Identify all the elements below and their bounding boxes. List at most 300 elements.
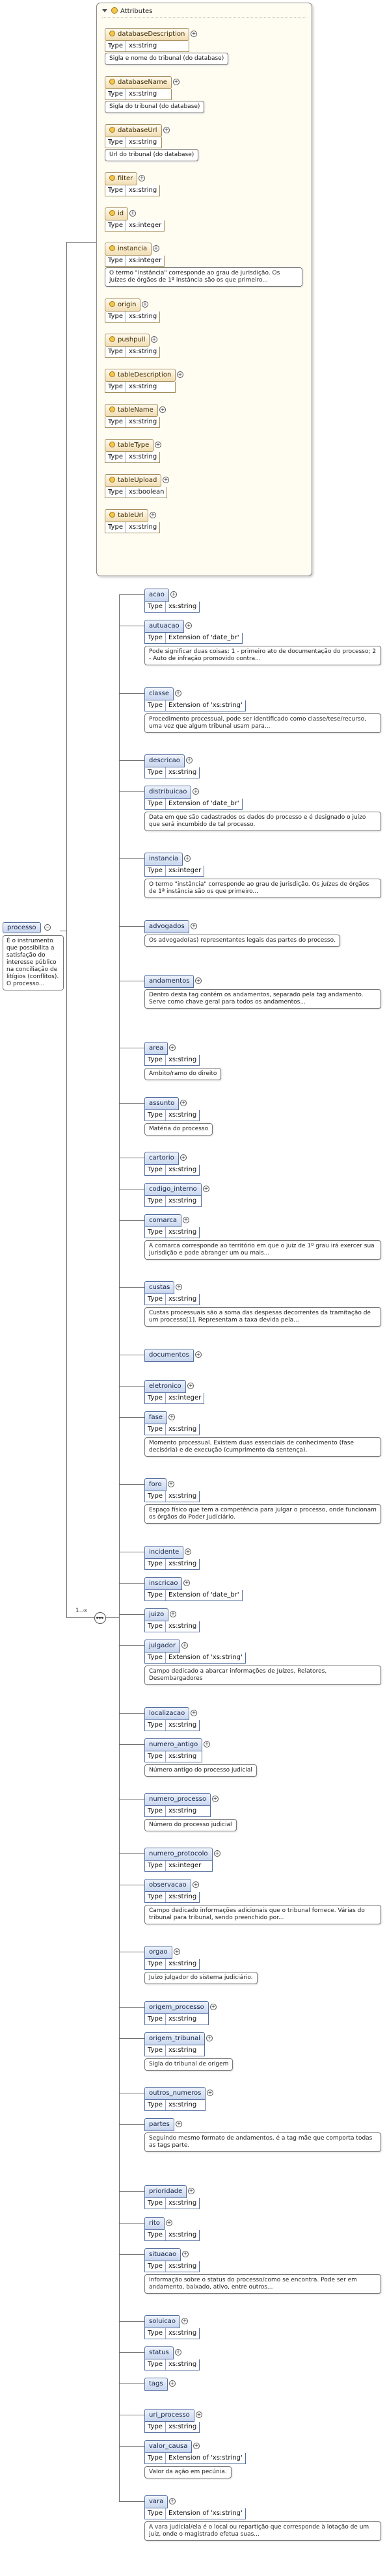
element-type: xs:string [168,1893,197,1901]
expand-icon[interactable]: + [188,1382,193,1388]
element-type: xs:string [168,2423,197,2431]
type-label: Type [145,1227,166,1238]
element-doc: Procedimento processual, pode ser identificado como classe/tese/recurso, uma vez que algum tribunal usam para... [144,713,381,733]
type-label: Type [145,700,166,711]
attribute-type-row [105,185,160,196]
element-doc: Dentro desta tag contém os andamentos, separado pela tag andamento. Serve como chave geral para todos os andamentos... [144,989,381,1009]
element-name[interactable]: numero_processo [144,1793,211,1806]
element-node[interactable] [144,1152,200,1176]
element-doc: Pode significar duas coisas: 1 - primeiro ato de documentação do processo; 2 - Auto de infração promovido contra... [144,646,381,665]
element-type-row [144,1892,200,1903]
attribute-name[interactable]: tableUrl [105,509,148,522]
attribute-type: xs:string [128,524,157,531]
expand-icon[interactable]: + [215,1850,220,1856]
element-node[interactable] [144,1707,200,1731]
element-node[interactable] [144,1411,200,1435]
attribute-name[interactable]: tableType [105,439,153,452]
element-connector [119,1614,144,1615]
element-node[interactable] [144,2001,216,2025]
element-name[interactable]: origem_tribunal [144,2032,205,2045]
element-node[interactable] [144,687,246,711]
element-node[interactable] [144,975,201,988]
expand-icon[interactable]: + [170,2497,175,2504]
element-name[interactable]: assunto [144,1097,179,1110]
attribute-name[interactable]: databaseName [105,76,172,89]
element-name[interactable]: valor_causa [144,2440,192,2453]
expand-icon[interactable]: + [181,1099,186,1106]
element-connector [119,2124,144,2125]
attribute-node[interactable] [105,369,183,393]
sequence-dot [96,1617,98,1619]
element-node[interactable] [144,2409,200,2433]
element-type-row [144,700,246,711]
element-name[interactable]: partes [144,2118,174,2131]
type-label: Type [145,2359,166,2370]
element-node[interactable] [144,589,200,613]
element-name[interactable]: area [144,1042,168,1055]
element-name[interactable]: observacao [144,1879,191,1892]
attribute-name[interactable]: filter [105,172,137,185]
expand-icon[interactable]: + [176,1284,181,1290]
sequence-dot [101,1617,103,1619]
attribute-name[interactable]: tableDescription [105,369,176,382]
element-type-row [144,2328,200,2339]
element-node[interactable] [144,754,200,778]
element-node[interactable] [144,1183,209,1207]
element-type: xs:string [168,603,197,610]
expand-icon[interactable]: + [207,2034,212,2041]
expand-icon[interactable]: + [196,1351,201,1357]
attribute-icon [111,7,118,14]
root-name[interactable]: processo [3,922,41,933]
type-label: Type [105,137,126,148]
element-node[interactable] [144,1848,220,1872]
expand-icon[interactable]: + [169,1413,174,1420]
type-label: Type [145,1720,166,1731]
element-connector [119,760,144,761]
element-type-row [144,1861,213,1872]
expand-icon[interactable]: + [176,2121,181,2127]
element-connector [119,1484,144,1485]
expand-icon[interactable]: + [163,477,168,483]
attribute-node[interactable] [105,207,165,232]
attribute-type: xs:string [128,383,157,390]
expand-icon[interactable]: + [174,1948,180,1955]
element-doc: Custas processuais são a soma das despesas decorrentes da tramitação de um processo[1]. Representam a taxa devida pela... [144,1307,381,1327]
type-label: Type [145,866,166,876]
element-name[interactable]: acao [144,589,169,602]
root-doc: É o instrumento que possibilita a satisfação do interesse público na conciliação de litígios (conflitos). O processo... [3,935,64,990]
element-node[interactable] [144,1097,200,1121]
expand-icon[interactable]: + [170,1044,175,1051]
expand-icon[interactable]: + [170,1611,176,1617]
element-name[interactable]: incidente [144,1546,183,1559]
element-node[interactable] [144,1214,200,1238]
element-doc: A comarca corresponde ao território em que o juiz de 1º grau irá exercer sua jurisdição e pode abranger um ou mais... [144,1240,381,1260]
element-connector [119,2191,144,2192]
element-connector [119,2007,144,2008]
type-label: Type [145,1424,166,1435]
element-name[interactable]: fase [144,1411,167,1424]
element-node[interactable] [144,1546,200,1570]
element-type: xs:integer [168,1861,202,1869]
sequence-multiplicity: 1..∞ [75,1608,88,1614]
attribute-name[interactable]: tableName [105,404,158,417]
type-label: Type [105,256,126,266]
attrs-connector [66,242,96,243]
element-name[interactable]: codigo_interno [144,1183,202,1196]
element-type: Extension of 'xs:string' [168,2509,243,2517]
element-name[interactable]: prioridade [144,2185,187,2198]
element-type: xs:string [168,1560,197,1567]
attribute-type-row [105,137,162,148]
element-name[interactable]: status [144,2346,174,2359]
element-type: xs:string [168,2231,197,2238]
expand-icon[interactable]: + [181,1154,186,1160]
type-label: Type [145,2261,166,2272]
element-name[interactable]: eletronico [144,1380,186,1393]
element-node[interactable] [144,1640,246,1664]
attribute-name[interactable]: origin [105,299,140,312]
element-type: xs:string [168,1425,197,1433]
expand-icon[interactable]: + [171,591,176,597]
element-name[interactable]: classe [144,687,174,700]
element-node[interactable] [144,2217,200,2241]
element-name[interactable]: distribuicao [144,786,191,799]
caret-down-icon[interactable] [102,9,107,12]
element-node[interactable] [144,2495,246,2519]
element-type: xs:string [168,2262,197,2270]
expand-icon[interactable]: + [193,1881,198,1888]
element-doc: Ambito/ramo do direito [144,1068,221,1080]
attributes-header[interactable] [102,7,152,15]
element-node[interactable] [144,1608,200,1632]
element-name[interactable]: cartorio [144,1152,179,1165]
element-type: xs:integer [168,867,202,875]
element-connector [119,594,144,595]
attribute-type-row [105,487,167,498]
element-name[interactable]: advogados [144,920,189,933]
expand-icon[interactable]: + [191,31,196,36]
element-doc: A vara judicial/ela é o local ou repartição que corresponde à lotação de um juiz, onde o magistrado efetua suas... [144,2521,381,2541]
element-name[interactable]: numero_antigo [144,1738,202,1751]
element-node[interactable] [144,853,204,877]
type-label: Type [145,799,166,809]
sequence-compositor[interactable] [94,1612,106,1624]
element-type-row [144,1621,200,1632]
element-type-row [144,1196,202,1207]
element-doc: Informação sobre o status do processo/como se encontra. Pode ser em andamento, baixado, ativo, entre outros... [144,2274,381,2294]
element-connector [119,2501,144,2502]
element-doc: O termo "instância" corresponde ao grau de jurisdição. Os juízes de órgãos de 1ª instância são os que primeiro... [144,879,381,898]
attribute-type-row [105,417,160,428]
attribute-type-row [105,41,189,52]
element-type: xs:string [168,2199,197,2207]
expand-icon[interactable]: + [155,442,161,447]
type-label: Type [145,1751,166,1762]
element-node[interactable] [144,2378,175,2391]
expand-icon[interactable]: + [174,79,179,85]
attribute-doc: Url do tribunal (do database) [105,149,198,161]
expand-icon[interactable]: + [196,977,201,983]
type-label: Type [105,312,126,322]
element-connector [119,1220,144,1221]
element-doc: Campo dedicado informações adicionais que o tribunal fornece. Várias do tribunal para tribunal, sendo preenchido por... [144,1905,381,1924]
element-node[interactable] [144,2248,200,2272]
element-name[interactable]: documentos [144,1349,194,1362]
element-name[interactable]: descricao [144,754,185,767]
element-name[interactable]: juizo [144,1608,168,1621]
element-name[interactable]: localizacao [144,1707,189,1720]
element-node[interactable] [144,1879,200,1903]
element-connector [119,2352,144,2353]
element-type-row [144,1806,211,1817]
element-connector [119,1713,144,1714]
type-label: Type [145,1165,166,1175]
expand-icon[interactable]: + [204,1185,209,1191]
element-name[interactable]: andamentos [144,975,194,988]
expand-icon[interactable]: + [176,689,181,696]
element-node[interactable] [144,1738,209,1762]
attribute-type: xs:boolean [128,488,165,496]
element-node[interactable] [144,2315,200,2339]
attributes-panel [96,3,312,576]
elements-trunk [119,594,120,2501]
element-type: xs:string [168,1493,197,1500]
expand-icon[interactable]: + [196,2411,202,2418]
element-name[interactable]: custas [144,1281,174,1294]
expand-icon[interactable]: + [185,855,190,862]
element-node[interactable] [144,2185,200,2209]
element-doc: Matéria do processo [144,1123,213,1135]
element-connector [119,2446,144,2447]
type-label: Type [145,1393,166,1403]
attribute-node[interactable] [105,334,160,358]
element-type-row [144,2261,200,2272]
type-label: Type [145,767,166,778]
element-name[interactable]: situacao [144,2248,181,2261]
element-connector [119,693,144,694]
attribute-name[interactable]: pushpull [105,334,150,347]
attribute-node[interactable] [105,404,165,428]
element-node[interactable] [144,1946,200,1970]
attribute-node[interactable] [105,509,160,533]
element-node[interactable] [144,2032,212,2056]
element-type-row [144,1110,200,1121]
element-node[interactable] [144,1793,218,1817]
attribute-node[interactable] [105,28,196,52]
expand-icon[interactable]: + [182,2318,187,2324]
type-label: Type [145,1491,166,1502]
element-node[interactable] [144,2346,200,2370]
element-name[interactable]: foro [144,1478,167,1491]
expand-icon[interactable]: + [142,301,148,307]
attribute-node[interactable] [105,76,179,100]
expand-icon[interactable]: + [164,127,169,133]
expand-icon[interactable]: + [139,175,144,181]
seq-connector [66,1617,94,1618]
element-connector [119,1417,144,1418]
attribute-type: xs:string [128,90,157,98]
type-label: Type [105,452,126,462]
element-connector [119,2223,144,2224]
element-name[interactable]: uri_processo [144,2409,194,2422]
element-node[interactable] [144,1042,200,1066]
element-type: xs:string [168,1111,197,1119]
type-label: Type [145,1892,166,1902]
element-node[interactable] [144,1380,204,1404]
expand-icon[interactable]: + [130,210,135,216]
expand-icon[interactable]: + [150,512,155,518]
type-label: Type [145,2014,166,2025]
element-name[interactable]: julgador [144,1640,180,1653]
element-name[interactable]: outros_numeros [144,2087,206,2100]
element-node[interactable] [144,2087,213,2111]
element-node[interactable] [144,786,243,810]
element-type-row [144,1393,204,1404]
attribute-name[interactable]: databaseUrl [105,124,162,137]
element-type: xs:string [168,1228,197,1236]
expand-icon[interactable]: + [170,2380,175,2387]
type-label: Type [105,487,126,498]
attribute-node[interactable] [105,299,160,323]
element-node[interactable] [144,920,196,933]
element-name[interactable]: tags [144,2378,168,2391]
attribute-type: xs:string [128,187,157,194]
type-label: Type [105,382,126,392]
element-type: xs:string [168,1807,197,1814]
type-label: Type [145,1294,166,1305]
attribute-name[interactable]: id [105,207,128,220]
element-connector [119,926,144,927]
attribute-type: xs:string [128,313,157,320]
attribute-node[interactable] [105,439,160,463]
attribute-node[interactable] [105,243,165,267]
type-label: Type [105,347,126,357]
element-connector [119,2038,144,2039]
element-type-row [144,1959,200,1970]
type-label: Type [145,2328,166,2339]
attribute-type: xs:integer [128,222,162,229]
attribute-name[interactable]: tableUpload [105,474,161,487]
expand-icon[interactable]: + [160,406,165,412]
element-type-row [144,2508,246,2519]
expand-icon[interactable]: + [168,1481,174,1487]
element-type-row [144,767,200,778]
expand-icon[interactable]: + [193,788,198,795]
collapse-icon[interactable]: − [45,924,50,930]
element-name[interactable]: orgao [144,1946,172,1959]
element-node[interactable] [144,2440,246,2464]
element-type-row [144,1424,200,1435]
attribute-node[interactable] [105,474,167,498]
expand-icon[interactable]: + [185,1548,191,1554]
expand-icon[interactable]: + [194,2443,199,2449]
element-connector [119,1853,144,1854]
element-type-row [144,2230,200,2241]
expand-icon[interactable]: + [152,336,157,342]
element-name[interactable]: instancia [144,853,183,866]
expand-icon[interactable]: + [187,756,192,763]
attribute-type: xs:string [128,348,157,355]
element-node[interactable] [144,1577,243,1601]
expand-icon[interactable]: + [167,2219,172,2225]
element-name[interactable]: comarca [144,1214,181,1227]
expand-icon[interactable]: + [178,371,183,377]
expand-icon[interactable]: + [184,1579,189,1586]
expand-icon[interactable]: + [189,2188,194,2194]
element-node[interactable] [144,620,243,644]
element-type-row [144,1653,246,1664]
attribute-name[interactable]: databaseDescription [105,28,189,41]
type-label: Type [145,2100,166,2110]
element-connector [119,858,144,859]
element-doc: Campo dedicado a abarcar informações de Juízes, Relatores, Desembargadores [144,1666,381,1685]
root-trunk [66,242,67,1617]
element-type-row [144,2453,246,2464]
element-node[interactable] [144,1281,200,1305]
expand-icon[interactable]: + [204,1740,209,1747]
element-name[interactable]: numero_protocolo [144,1848,213,1861]
element-node[interactable] [144,1349,201,1362]
expand-icon[interactable]: + [213,1795,218,1801]
element-name[interactable]: inscricao [144,1577,182,1590]
element-type: xs:string [168,1295,197,1303]
type-label: Type [145,2045,166,2056]
element-name[interactable]: vara [144,2495,168,2508]
expand-icon[interactable]: + [191,1709,196,1716]
attribute-node[interactable] [105,172,160,196]
attribute-type-row [105,382,176,393]
expand-icon[interactable]: + [182,1642,187,1649]
expand-icon[interactable]: + [176,2349,181,2356]
expand-icon[interactable]: + [191,922,196,929]
type-label: Type [145,2453,166,2463]
element-doc: Juízo julgador do sistema judiciário. [144,1972,258,1984]
element-name[interactable]: rito [144,2217,165,2230]
type-label: Type [145,1590,166,1600]
attribute-name[interactable]: instancia [105,243,152,256]
attribute-type: xs:string [128,42,157,49]
type-label: Type [105,220,126,231]
type-label: Type [145,2198,166,2209]
element-name[interactable]: soluicao [144,2315,180,2328]
expand-icon[interactable]: + [153,245,159,251]
element-node[interactable] [144,2118,181,2131]
expand-icon[interactable]: + [211,2003,216,2010]
type-label: Type [145,1806,166,1816]
attribute-type-row [105,312,160,323]
element-name[interactable]: origem_processo [144,2001,209,2014]
expand-icon[interactable]: + [207,2089,213,2095]
attribute-type-row [105,256,165,267]
element-type: xs:string [168,1623,197,1630]
element-type-row [144,2014,209,2025]
element-type-row [144,1491,200,1502]
type-label: Type [145,602,166,612]
expand-icon[interactable]: + [186,622,191,629]
attribute-type-row [105,522,160,533]
element-doc: Seguindo mesmo formato de andamentos, é a tag mãe que comporta todas as tags parte. [144,2132,381,2152]
root-element[interactable] [3,922,64,990]
element-type: xs:string [168,1721,197,1729]
attribute-node[interactable] [105,124,169,148]
expand-icon[interactable]: + [183,2250,188,2257]
expand-icon[interactable]: + [183,1216,189,1223]
element-node[interactable] [144,1478,200,1502]
element-name[interactable]: autuacao [144,620,184,633]
attributes-title: Attributes [120,8,153,15]
